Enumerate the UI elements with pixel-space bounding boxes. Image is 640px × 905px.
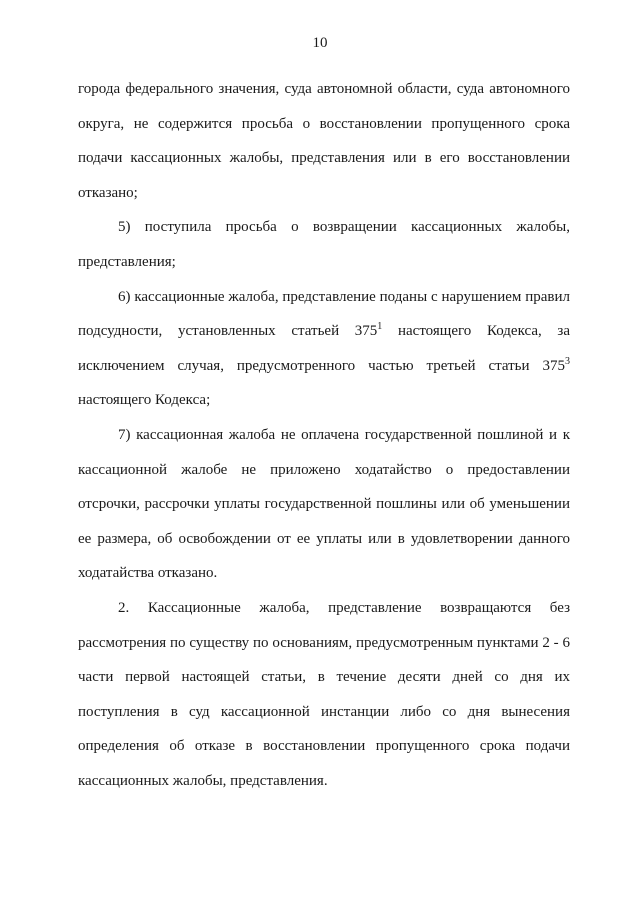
paragraph-item-6: [78, 280, 570, 418]
superscript-3: 3: [565, 355, 570, 367]
page-number: 10: [312, 35, 328, 51]
item-6-text-a: 6) кассационные жалоба, представление поданы с нарушением правил подсудности, установленных статьей 375: [78, 288, 570, 340]
item-6-text-b: настоящего Кодекса, за исключением случая, предусмотренного частью третьей статьи 375: [78, 323, 570, 374]
paragraph-continuation: города федерального значения, суда автономной области, суда автономного округа, не содержится просьба о восстановлении пропущенного срока подачи кассационных жалобы, представления или в его восстановлении отказано;: [78, 81, 570, 201]
item-6-text-c: настоящего Кодекса;: [78, 392, 211, 409]
paragraph-item-5: 5) поступила просьба о возвращении кассационных жалобы, представления;: [78, 219, 570, 270]
superscript-1: 1: [377, 321, 383, 333]
paragraph-part-2: 2. Кассационные жалоба, представление возвращаются без рассмотрения по существу по основаниям, предусмотренным пунктами 2 - 6 части первой настоящей статьи, в течение десяти дней со дня их поступления в суд кассационной инстанции либо со дня вынесения определения об отказе в восстановлении пропущенного срока подачи кассационных жалобы, представления.: [78, 599, 570, 789]
page-body: [78, 72, 570, 798]
paragraph-item-7: 7) кассационная жалоба не оплачена государственной пошлиной и к кассационной жалобе не приложено ходатайство о предоставлении отсрочки, рассрочки уплаты государственной пошлины или об уменьшении ее размера, об освобождении от ее уплаты или в удовлетворении данного ходатайства отказано.: [78, 426, 570, 582]
